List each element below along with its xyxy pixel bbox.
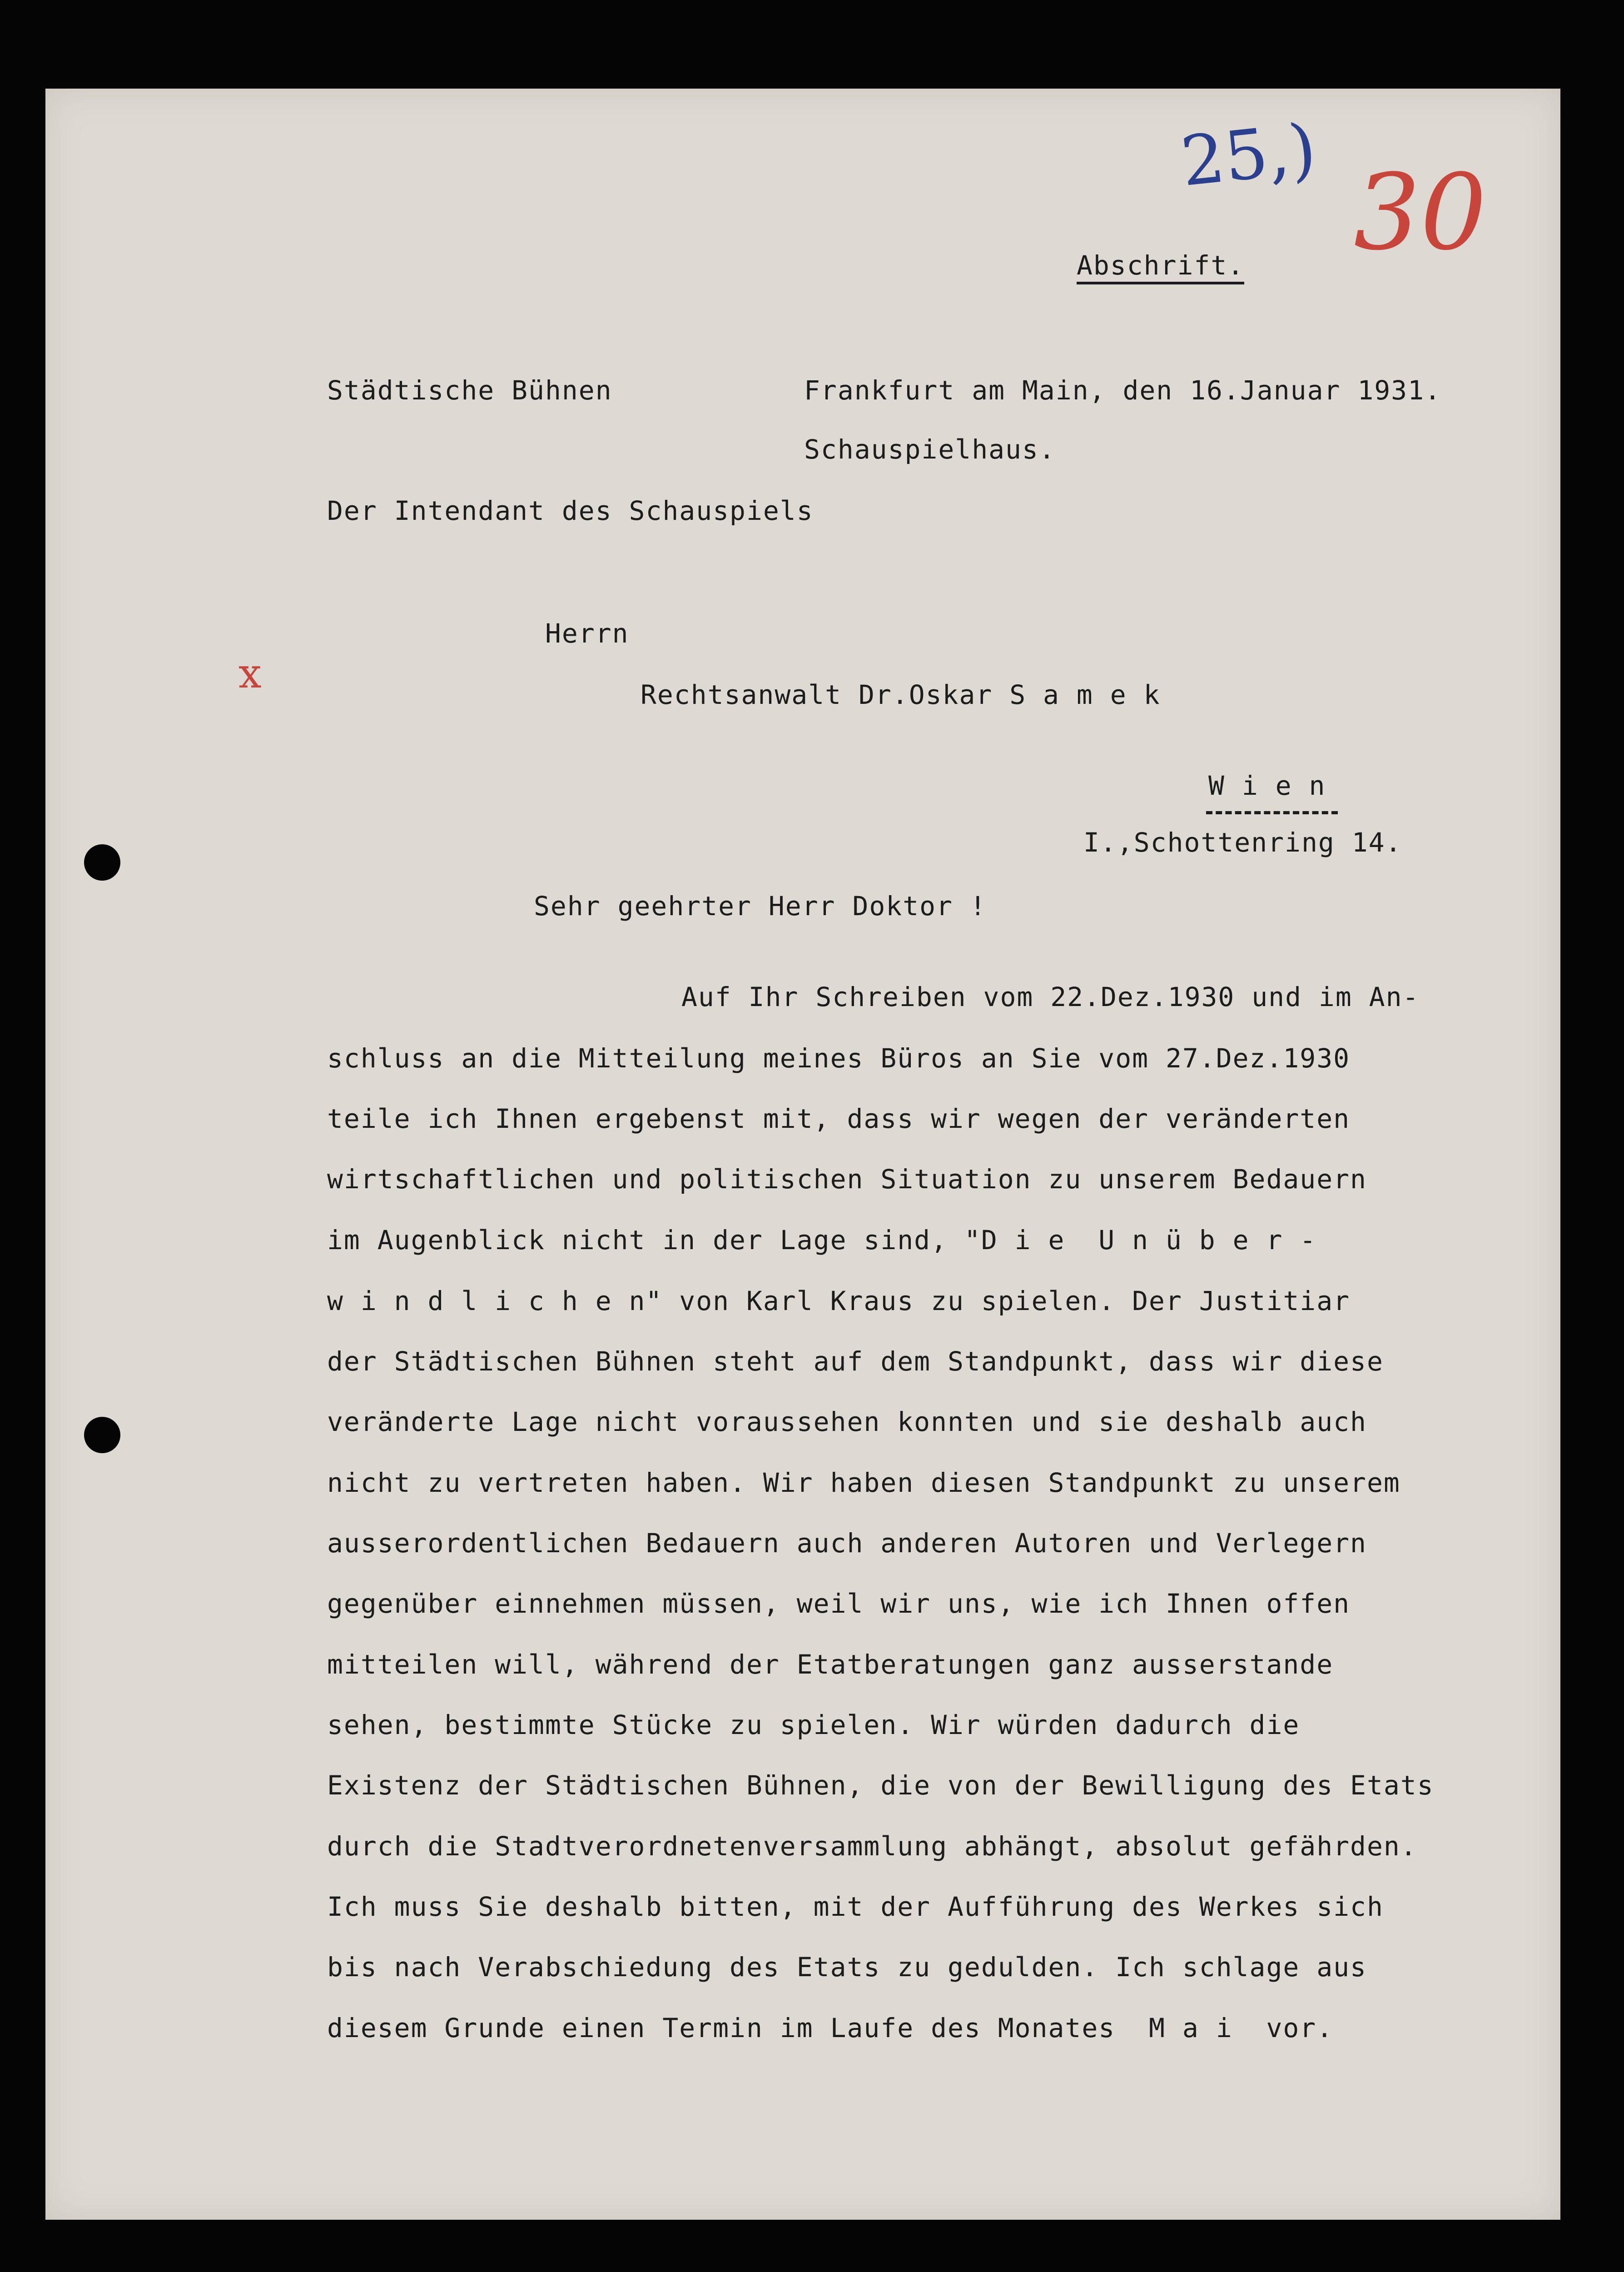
archive-number-blue: 25,)	[1177, 109, 1320, 202]
body-line: bis nach Verabschiedung des Etats zu gedulden. Ich schlage aus	[327, 1952, 1367, 1983]
sender-line2: Der Intendant des Schauspiels	[327, 495, 814, 526]
body-line: Existenz der Städtischen Bühnen, die von der Bewilligung des Etats	[327, 1770, 1434, 1801]
body-line: Ich muss Sie deshalb bitten, mit der Aufführung des Werkes sich	[327, 1891, 1384, 1922]
body-line: mitteilen will, während der Etatberatungen ganz ausserstande	[327, 1649, 1334, 1680]
sender-line1: Städtische Bühnen	[327, 375, 612, 406]
place-subline: Schauspielhaus.	[804, 434, 1056, 465]
place-date: Frankfurt am Main, den 16.Januar 1931.	[804, 375, 1441, 406]
punch-hole-top	[84, 844, 120, 881]
city-underline	[1206, 811, 1338, 814]
body-line: teile ich Ihnen ergebenst mit, dass wir wegen der veränderten	[327, 1103, 1351, 1134]
body-line: gegenüber einnehmen müssen, weil wir uns, wie ich Ihnen offen	[327, 1588, 1351, 1619]
recipient-name: Rechtsanwalt Dr.Oskar S a m e k	[641, 679, 1161, 710]
punch-hole-bottom	[84, 1417, 120, 1453]
recipient-salutation: Herrn	[545, 618, 629, 649]
body-line: wirtschaftlichen und politischen Situation zu unserem Bedauern	[327, 1164, 1367, 1195]
copy-label: Abschrift.	[1077, 250, 1244, 284]
body-line: diesem Grunde einen Termin im Laufe des Monates M a i vor.	[327, 2013, 1334, 2043]
letter-page	[45, 89, 1560, 2220]
body-line: nicht zu vertreten haben. Wir haben diesen Standpunkt zu unserem	[327, 1467, 1401, 1498]
recipient-street: I.,Schottenring 14.	[1083, 827, 1402, 858]
letter-greeting: Sehr geehrter Herr Doktor !	[534, 891, 987, 922]
body-line: schluss an die Mitteilung meines Büros an Sie vom 27.Dez.1930	[327, 1043, 1351, 1074]
body-line: ausserordentlichen Bedauern auch anderen Autoren und Verlegern	[327, 1528, 1367, 1559]
body-line: veränderte Lage nicht voraussehen konnten und sie deshalb auch	[327, 1406, 1367, 1437]
body-line: sehen, bestimmte Stücke zu spielen. Wir würden dadurch die	[327, 1709, 1300, 1740]
recipient-city: W i e n	[1208, 770, 1326, 801]
red-check-mark: x	[238, 650, 262, 698]
archive-number-red: 30	[1354, 152, 1487, 274]
body-line: durch die Stadtverordnetenversammlung abhängt, absolut gefährden.	[327, 1831, 1417, 1862]
body-line: Auf Ihr Schreiben vom 22.Dez.1930 und im An-	[681, 982, 1420, 1012]
body-line: w i n d l i c h e n" von Karl Kraus zu spielen. Der Justitiar	[327, 1285, 1351, 1316]
body-line: im Augenblick nicht in der Lage sind, "D i e U n ü b e r -	[327, 1225, 1317, 1256]
body-line: der Städtischen Bühnen steht auf dem Standpunkt, dass wir diese	[327, 1346, 1384, 1377]
